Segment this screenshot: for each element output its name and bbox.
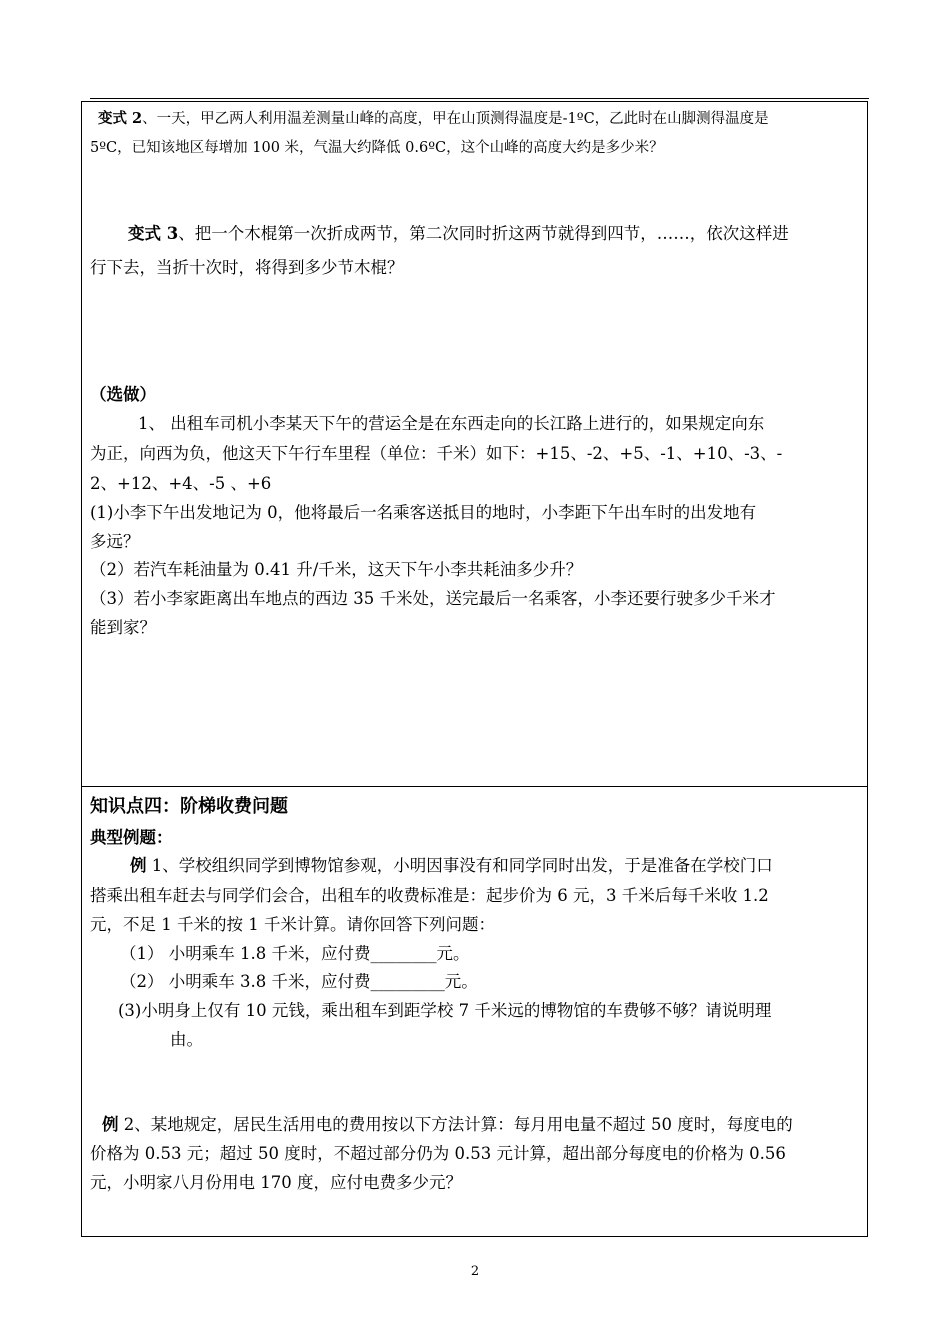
variant2-line2: 5ºC，已知该地区每增加 100 米，气温大约降低 0.6ºC，这个山峰的高度大约是多少米？	[90, 140, 664, 156]
ex1-line1: 例 1、学校组织同学到博物馆参观，小明因事没有和同学同时出发，于是准备在学校门口	[130, 856, 773, 875]
ex1-q2: （2） 小明乘车 3.8 千米，应付费_________元。	[120, 972, 478, 991]
optional-p2: （2）若汽车耗油量为 0.41 升/千米，这天下午小李共耗油多少升？	[90, 560, 583, 579]
page-number: 2	[470, 1264, 480, 1279]
ex1-line3: 元，不足 1 千米的按 1 千米计算。请你回答下列问题：	[90, 915, 495, 934]
variant2-label: 变式 2	[98, 110, 143, 127]
section4-subtitle: 典型例题：	[90, 828, 173, 847]
ex1-q3-line2: 由。	[170, 1030, 203, 1049]
optional-q1-line3: 2、+12、+4、-5 、+6	[90, 474, 272, 493]
section4-title: 知识点四：阶梯收费问题	[90, 796, 288, 817]
ex2-line3: 元，小明家八月份用电 170 度，应付电费多少元？	[90, 1173, 462, 1192]
ex1-label: 例	[130, 856, 147, 875]
header-rule	[90, 98, 869, 99]
ex2-line1: 例 2、某地规定，居民生活用电的费用按以下方法计算：每月用电量不超过 50 度时，每度电的	[102, 1115, 793, 1134]
optional-p3-line2: 能到家？	[90, 618, 156, 637]
optional-q1-line2: 为正，向西为负，他这天下午行车里程（单位：千米）如下：+15、-2、+5、-1、+10、-3、-	[90, 444, 783, 463]
variant3-line2: 行下去，当折十次时，将得到多少节木棍？	[90, 258, 404, 277]
optional-q1-line1: 1、 出租车司机小李某天下午的营运全是在东西走向的长江路上进行的，如果规定向东	[138, 414, 765, 433]
optional-p3-line1: （3）若小李家距离出车地点的西边 35 千米处，送完最后一名乘客，小李还要行驶多少千米才	[90, 589, 776, 608]
variant3-line1: 变式 3、把一个木棍第一次折成两节，第二次同时折这两节就得到四节，……，依次这样进	[128, 224, 789, 243]
ex2-label: 例	[102, 1115, 119, 1134]
optional-p1-line1: (1)小李下午出发地记为 0，他将最后一名乘客送抵目的地时，小李距下午出车时的出发地有	[90, 503, 757, 522]
ex1-q3-line1: (3)小明身上仅有 10 元钱，乘出租车到距学校 7 千米远的博物馆的车费够不够？请说明理	[118, 1001, 772, 1020]
variant3-label: 变式 3	[128, 224, 179, 243]
ex1-line2: 搭乘出租车赶去与同学们会合，出租车的收费标准是：起步价为 6 元，3 千米后每千米收 1.2	[90, 886, 769, 905]
variant2-line1: 变式 2、一天，甲乙两人利用温差测量山峰的高度，甲在山顶测得温度是-1ºC，乙此时在山脚测得温度是	[98, 110, 769, 127]
ex1-q1: （1） 小明乘车 1.8 千米，应付费________元。	[120, 944, 470, 963]
ex2-line2: 价格为 0.53 元；超过 50 度时，不超过部分仍为 0.53 元计算，超出部分每度电的价格为 0.56	[90, 1144, 786, 1163]
optional-heading: （选做）	[90, 385, 156, 404]
optional-p1-line2: 多远？	[90, 532, 140, 551]
